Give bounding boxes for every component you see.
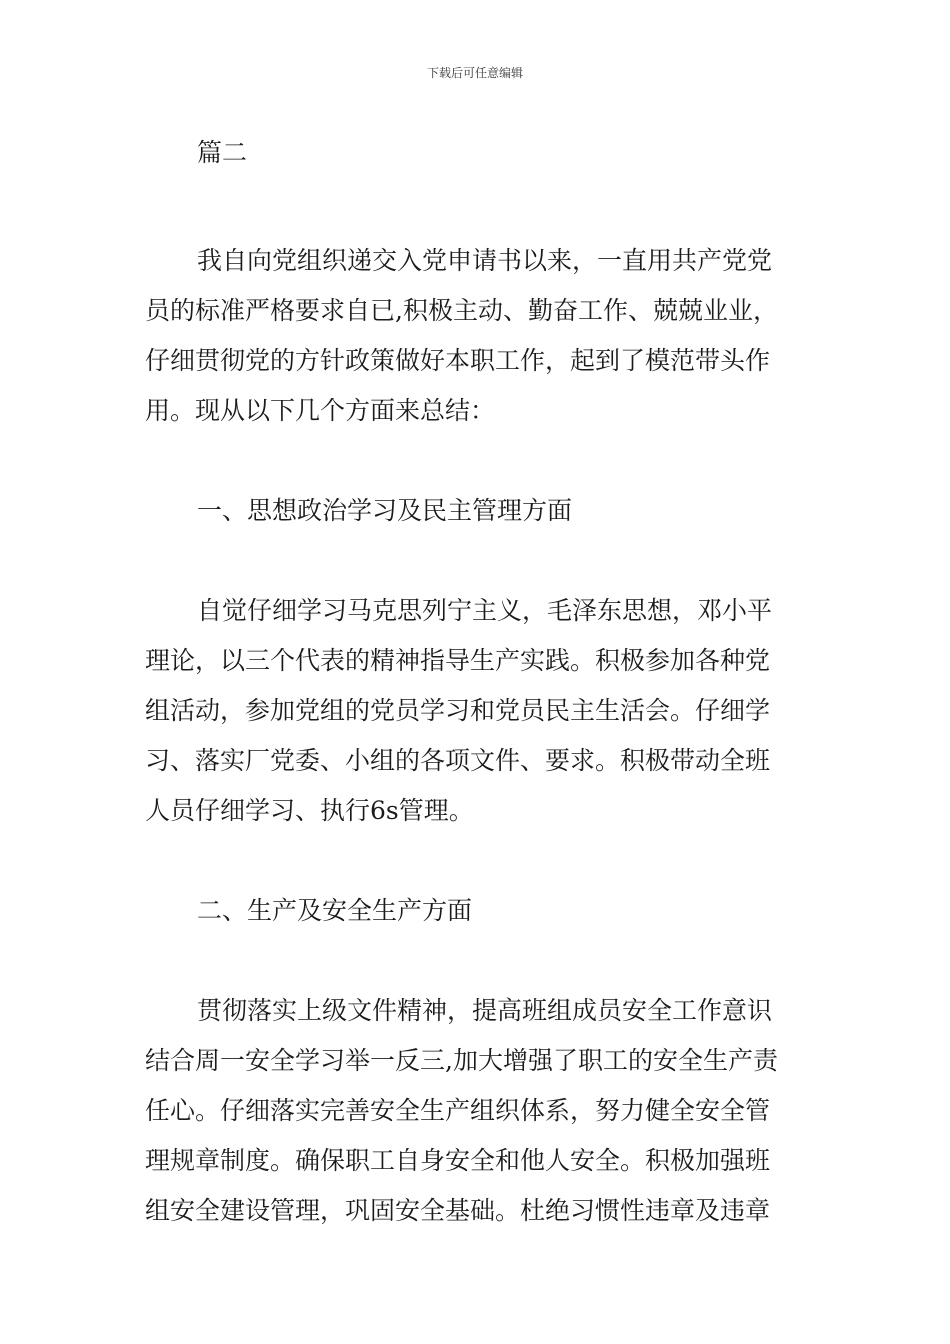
spacer bbox=[145, 836, 810, 886]
spacer bbox=[145, 936, 810, 986]
spacer bbox=[145, 178, 810, 228]
paragraph-line: 贯彻落实上级文件精神，提高班组成员安全工作意识 bbox=[197, 996, 773, 1025]
spacer bbox=[145, 436, 810, 486]
paragraph-line: 理规章制度。确保职工自身安全和他人安全。积极加强班 bbox=[145, 1146, 771, 1175]
paragraph-line: 自觉仔细学习马克思列宁主义，毛泽东思想，邓小平 bbox=[197, 596, 773, 625]
paragraph-line: 理论，以三个代表的精神指导生产实践。积极参加各种党 bbox=[145, 646, 771, 675]
page-header-note: 下载后可任意编辑 bbox=[426, 66, 523, 80]
paragraph-line: 任心。仔细落实完善安全生产组织体系，努力健全安全管 bbox=[145, 1096, 771, 1125]
paragraph-line: 组安全建设管理，巩固安全基础。杜绝习惯性违章及违章 bbox=[145, 1196, 771, 1225]
paragraph-line: 仔细贯彻党的方针政策做好本职工作，起到了模范带头作 bbox=[145, 346, 771, 375]
paragraph-1 bbox=[145, 586, 810, 836]
paragraph-line: 我自向党组织递交入党申请书以来，一直用共产党党 bbox=[197, 246, 773, 275]
paragraph-line: 组活动，参加党组的党员学习和党员民主生活会。仔细学 bbox=[145, 696, 771, 725]
section-heading-2: 二、生产及安全生产方面 bbox=[197, 896, 473, 925]
paragraph-line: 习、落实厂党委、小组的各项文件、要求。积极带动全班 bbox=[145, 746, 771, 775]
paragraph-line: 用。现从以下几个方面来总结： bbox=[145, 396, 496, 425]
paragraph-2 bbox=[145, 986, 810, 1236]
section-title: 篇二 bbox=[197, 138, 248, 167]
paragraph-line: 结合周一安全学习举一反三,加大增强了职工的安全生产责 bbox=[145, 1046, 778, 1075]
spacer bbox=[145, 536, 810, 586]
section-heading-1: 一、思想政治学习及民主管理方面 bbox=[197, 496, 573, 525]
paragraph-line: 人员仔细学习、执行6s管理。 bbox=[145, 796, 474, 825]
intro-paragraph bbox=[145, 236, 810, 436]
paragraph-line: 员的标准严格要求自已,积极主动、勤奋工作、兢兢业业， bbox=[145, 296, 778, 325]
document-body bbox=[145, 128, 810, 1236]
